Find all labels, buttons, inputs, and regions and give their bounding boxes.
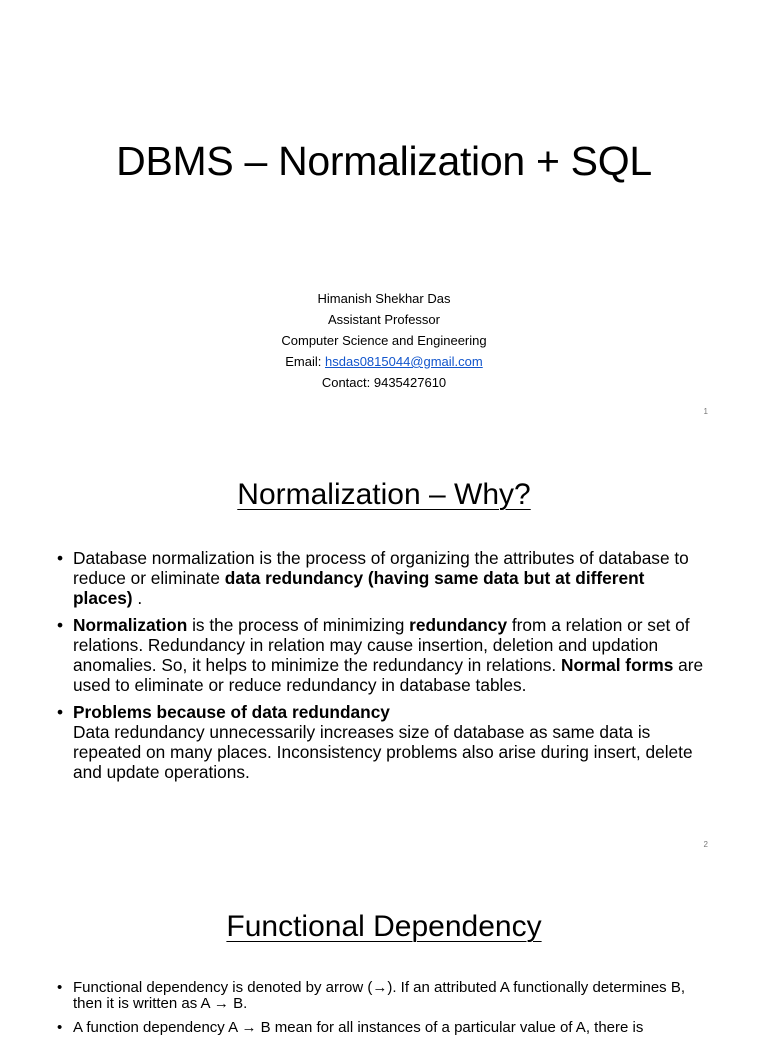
slide-heading: Functional Dependency: [226, 910, 542, 943]
bullet-item: • Problems because of data redundancy Data redundancy unnecessarily increases size of database as same data is repeated on many places. Inconsistency problems also arise during insert, delete and update operations.: [57, 702, 693, 782]
bullet-list: [55, 548, 705, 789]
bullet-icon: •: [57, 702, 64, 722]
slide-heading: Normalization – Why?: [237, 478, 531, 511]
author-department: Computer Science and Engineering: [281, 333, 487, 348]
page-number: 1: [703, 407, 708, 416]
email-link[interactable]: hsdas0815044@gmail.com: [325, 354, 483, 369]
bullet-icon: •: [57, 1019, 63, 1036]
author-email-line: [0, 351, 768, 372]
bullet-icon: •: [57, 615, 64, 635]
slide-2: [0, 433, 768, 866]
presentation-title: DBMS – Normalization + SQL: [116, 138, 652, 184]
slide-3: [0, 866, 768, 1036]
bullet-item: • Functional dependency is denoted by arrow (→). If an attributed A functionally determines B, then it is written as A → B.: [57, 979, 686, 1012]
email-label: Email:: [285, 354, 325, 369]
slide-1: [0, 0, 768, 433]
author-contact: Contact: 9435427610: [321, 375, 447, 390]
bullet-list: [55, 980, 705, 1044]
author-block: [0, 288, 768, 393]
bullet-item: • Normalization is the process of minimizing redundancy from a relation or set of relations. Redundancy in relation may cause insertion, deletion and updation anomalies. So, it helps to minimize the redundancy in relations. Normal forms are used to eliminate or reduce redundancy in database tables.: [57, 615, 704, 695]
bullet-item: • Database normalization is the process of organizing the attributes of database to reduce or eliminate data redundancy (having same data but at different places) .: [57, 548, 689, 608]
bullet-icon: •: [57, 979, 63, 996]
page-number: 2: [703, 840, 708, 849]
bullet-icon: •: [57, 548, 64, 568]
author-name: Himanish Shekhar Das: [317, 291, 451, 306]
bullet-item: • A function dependency A → B mean for all instances of a particular value of A, there is: [57, 1019, 644, 1036]
author-designation: Assistant Professor: [328, 312, 440, 327]
